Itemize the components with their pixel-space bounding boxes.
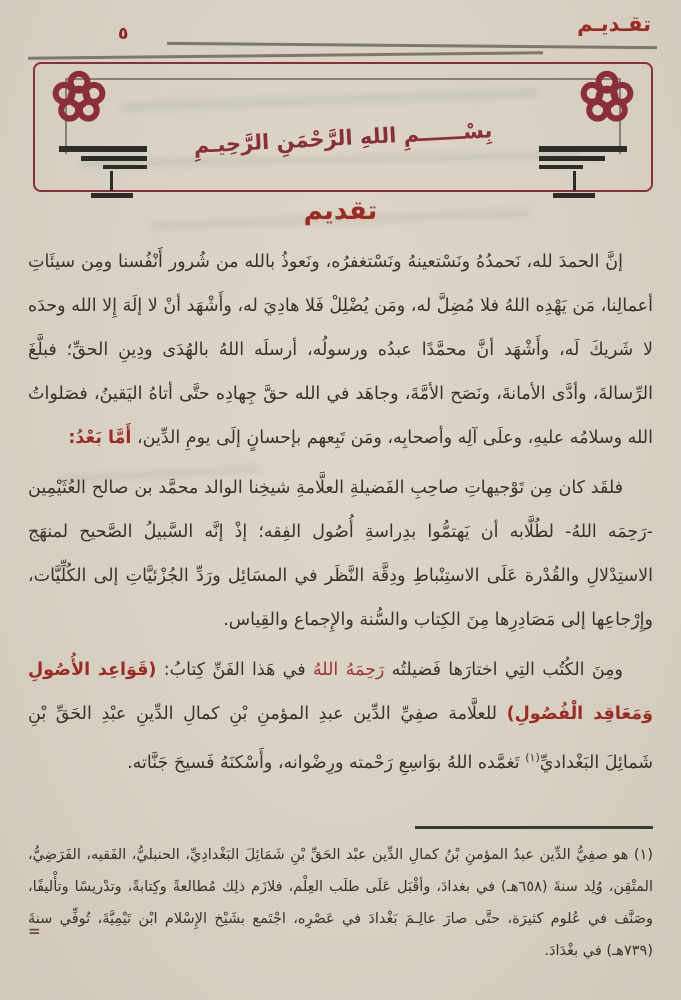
- header-rule-left: [28, 51, 543, 59]
- footnote-section: [28, 826, 653, 986]
- paragraph-text: إنَّ الحمدَ لله، نَحمدُهُ ونَسْتعينهُ ونَسْتغفرُه، ونَعوذُ بالله من شُرور أَنْفُسنا ومِن سيئَاتِ أعمالِنا، مَن يَهْدِه اللهُ فلا مُضِلَّ له، ومَن يُضْلِلْ فَلا هادِيَ له، وأَشْهَد أنْ لا إلَهَ إِلا الله وحدَه لا شَريكَ لَه، وأَشْهَد أنَّ محمَّدًا عبدُه ورسولُه، أرسلَه اللهُ بالهُدَى ودِينِ الحقِّ؛ فبلَّغَ الرِّسالةَ، وأدَّى الأمانةَ، ونَصَح الأمَّةَ، وجاهَد في الله حقَّ جِهادِه حتَّى أتاهُ اليَقينُ، فصَلواتُ الله وسلامُه عليهِ، وعلَى آلِه وأصحابِه، ومَن تَبِعهم بإحسانٍ إلَى يومِ الدِّين،: [28, 252, 653, 448]
- paragraph-text: فلقَد كان مِن تَوْجيهاتِ صاحِبِ الفَضيلةِ العلَّامةِ شيخِنا الوالد محمَّد بن صالح العُثَيْمِين -رَحِمَه اللهُ- لطُلَّابه أن يَهتمُّوا بدِراسةِ أُصُول الفِقه؛ إذْ إنَّه السَّبيلُ الصَّحيح لمنهَج الاستِدْلالِ والقُدْرة عَلَى الاستِنْباطِ ودِقَّة النَّظَر في المسَائِل ورَدِّ الجُزْئيَّاتِ إلى الكُلِّيَّات، وإِرْجاعِها إلى مَصَادِرِها مِنَ الكِتاب والسُّنة والإِجماع والقِياس.: [28, 478, 653, 630]
- page-title: تقديم: [303, 196, 378, 226]
- section-label: تقـديـم: [577, 12, 651, 36]
- footnote-text: (١) هو صفِيُّ الدِّين عبدُ المؤمنِ بْنُ كمالِ الدِّين عبْد الحَقِّ بْنِ شَمَائِلَ البَغْدادِيِّ، الحنبليُّ، الفَقيه، الفَرَضِيُّ، المتْقِن، وُلِد سنةَ (٦٥٨هـ) في بغدادَ، وأقْبَل عَلَى طلَب العِلْم، فلازَم ذلِك مُطالعةً وكِتابةً، وتدْريسًا وتأْليفًا، وصَنَّف في عُلوم كثيرَة، حتَّى صارَ عالِـمَ بَغْدادَ في عَصْرِه، اجْتَمع بشَيْخ الإِسْلام ابْن تَيْمِيَّةَ، تُوفِّي سنةَ (٧٣٩هـ) في بغْدَادَ.: [28, 846, 653, 959]
- footnote-separator: [415, 826, 653, 829]
- rahimahu-allah-phrase: رَحِمَهُ اللهُ: [312, 660, 385, 680]
- footnote-reference: (١): [525, 751, 540, 764]
- paragraph-text: تَغمَّده اللهُ بوَاسِعِ رَحْمته ورِضْوانه، وأَسْكنَهُ فَسيحَ جَنَّاته.: [127, 752, 526, 773]
- paragraph-text: ومِنَ الكُتُب التِي اختارَها فَضيلتُه: [384, 660, 623, 680]
- ornament-header-box: [33, 62, 653, 192]
- stacked-bars-ornament: [539, 146, 639, 198]
- running-head: [0, 8, 681, 60]
- bismillah-calligraphy: بِسْــــــمِ اللهِ الرَّحْمَنِ الرَّحِيـمِ: [193, 118, 493, 158]
- paragraph-sheikh-guidance: [28, 466, 653, 642]
- page-number: ٥: [118, 24, 129, 44]
- header-rule-right: [167, 42, 657, 49]
- continuation-mark: =: [28, 922, 41, 940]
- book-title-phrase: (قَوَاعِد الأُصُولِ وَمَعَاقِد الْفُصُولِ): [28, 660, 653, 724]
- paragraph-khutbat-alhaja: [28, 240, 653, 460]
- body-text: [28, 240, 653, 825]
- amma-baad-phrase: أَمَّا بَعْدُ:: [68, 428, 132, 448]
- paragraph-text: في هَذا الفَنِّ كِتابُ:: [156, 660, 313, 680]
- paragraph-text: للعلَّامة صفِيِّ الدِّين عبدِ المؤمنِ بْنِ كمالِ الدِّينِ عبْدِ الحَقِّ بْنِ شَمائِلَ البَغْداديِّ: [28, 704, 653, 773]
- knot-rosette-icon: [51, 70, 107, 126]
- paragraph-chosen-book: [28, 648, 653, 785]
